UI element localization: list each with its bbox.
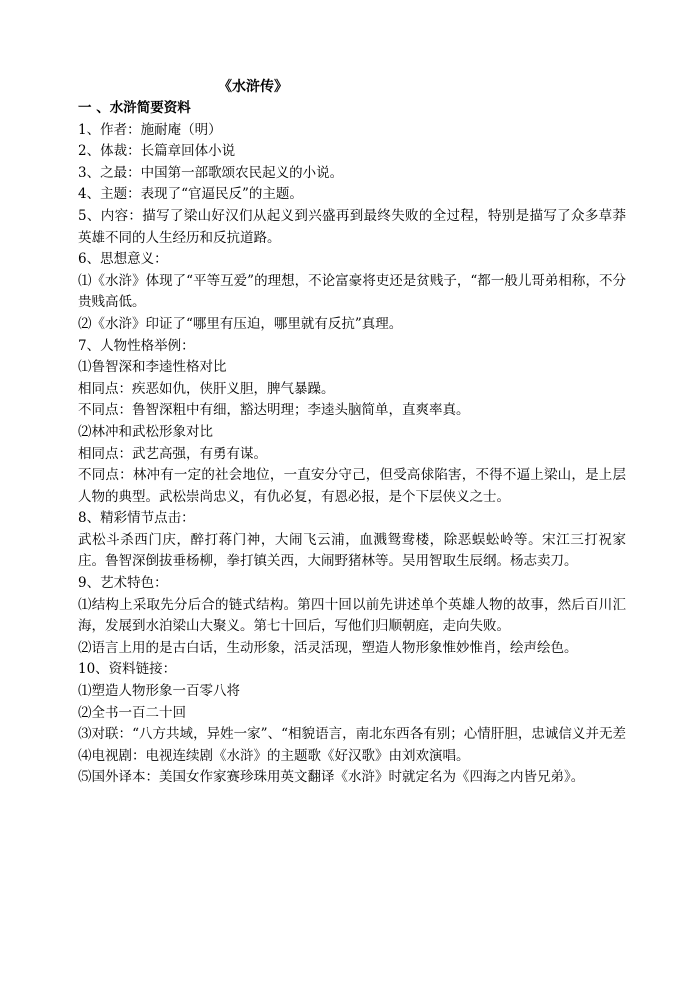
text-line: ⑴结构上采取先分后合的链式结构。第四十回以前先讲述单个英雄人物的故事，然后百川汇海，发展到水泊梁山大聚义。第七十回后，写他们归顺朝庭，走向失败。: [78, 596, 626, 635]
text-line: ⑵全书一百二十回: [78, 704, 186, 721]
text-line: ⑵《水浒》印证了“哪里有压迫，哪里就有反抗”真理。: [78, 315, 403, 332]
text-line: ⑵语言上用的是古白话，生动形象，活灵活现，塑造人物形象惟妙惟肖，绘声绘色。: [78, 639, 578, 656]
text-line: 不同点：林冲有一定的社会地位，一直安分守己，但受高俅陷害，不得不逼上梁山，是上层人物的典型。武松崇尚忠义，有仇必复，有恩必报，是个下层侠义之士。: [78, 467, 626, 505]
text-line: 武松斗杀西门庆，醉打蒋门神，大闹飞云浦，血溅鸳鸯楼，除恶蜈蚣岭等。宋江三打祝家庄。鲁智深倒拔垂杨柳，拳打镇关西，大闹野猪林等。吴用智取生辰纲。杨志卖刀。: [78, 531, 626, 570]
text-line: 8、精彩情节点击：: [78, 510, 195, 527]
text-line: 不同点：鲁智深粗中有细，豁达明理；李逵头脑简单，直爽率真。: [78, 402, 470, 419]
document-page: [78, 76, 626, 789]
text-line: 10、资料链接：: [78, 661, 177, 678]
document-body: [78, 98, 626, 789]
text-line: ⑶对联：“八方共域，异姓一家”、“相貌语言，南北东西各有别；心情肝胆，忠诚信义并无差⑷电视剧：电视连续剧《水浒》的主题歌《好汉歌》由刘欢演唱。: [78, 726, 626, 764]
text-line: ⑴塑造人物形象一百零八将: [78, 683, 240, 700]
document-title: 《水浒传》: [218, 79, 288, 95]
text-line: 4、主题：表现了“官逼民反”的主题。: [78, 186, 303, 203]
text-line: 1、作者：施耐庵（明）: [78, 121, 222, 138]
text-line: 9、艺术特色：: [78, 575, 168, 592]
text-line: 相同点：武艺高强，有勇有谋。: [78, 445, 267, 462]
text-line: 7、人物性格举例：: [78, 337, 195, 354]
text-line: ⑴《水浒》体现了“平等互爱”的理想，不论富豪将吏还是贫贱子，“都一般儿哥弟相称，不分贵贱高低。: [78, 272, 626, 311]
text-line: 2、体裁：长篇章回体小说: [78, 143, 236, 160]
text-line: ⑸国外译本：美国女作家赛珍珠用英文翻译《水浒》时就定名为《四海之内皆兄弟》。: [78, 769, 585, 786]
text-line: ⑵林冲和武松形象对比: [78, 423, 213, 440]
text-line: 5、内容：描写了梁山好汉们从起义到兴盛再到最终失败的全过程，特别是描写了众多草莽英雄不同的人生经历和反抗道路。: [78, 207, 626, 246]
text-line: ⑴鲁智深和李逵性格对比: [78, 359, 227, 376]
text-line: 6、思想意义：: [78, 251, 168, 268]
text-line: 3、之最：中国第一部歌颂农民起义的小说。: [78, 164, 344, 181]
text-line: 相同点：疾恶如仇，侠肝义胆，脾气暴躁。: [78, 380, 335, 397]
section-heading: 一 、水浒简要资料: [78, 100, 191, 116]
